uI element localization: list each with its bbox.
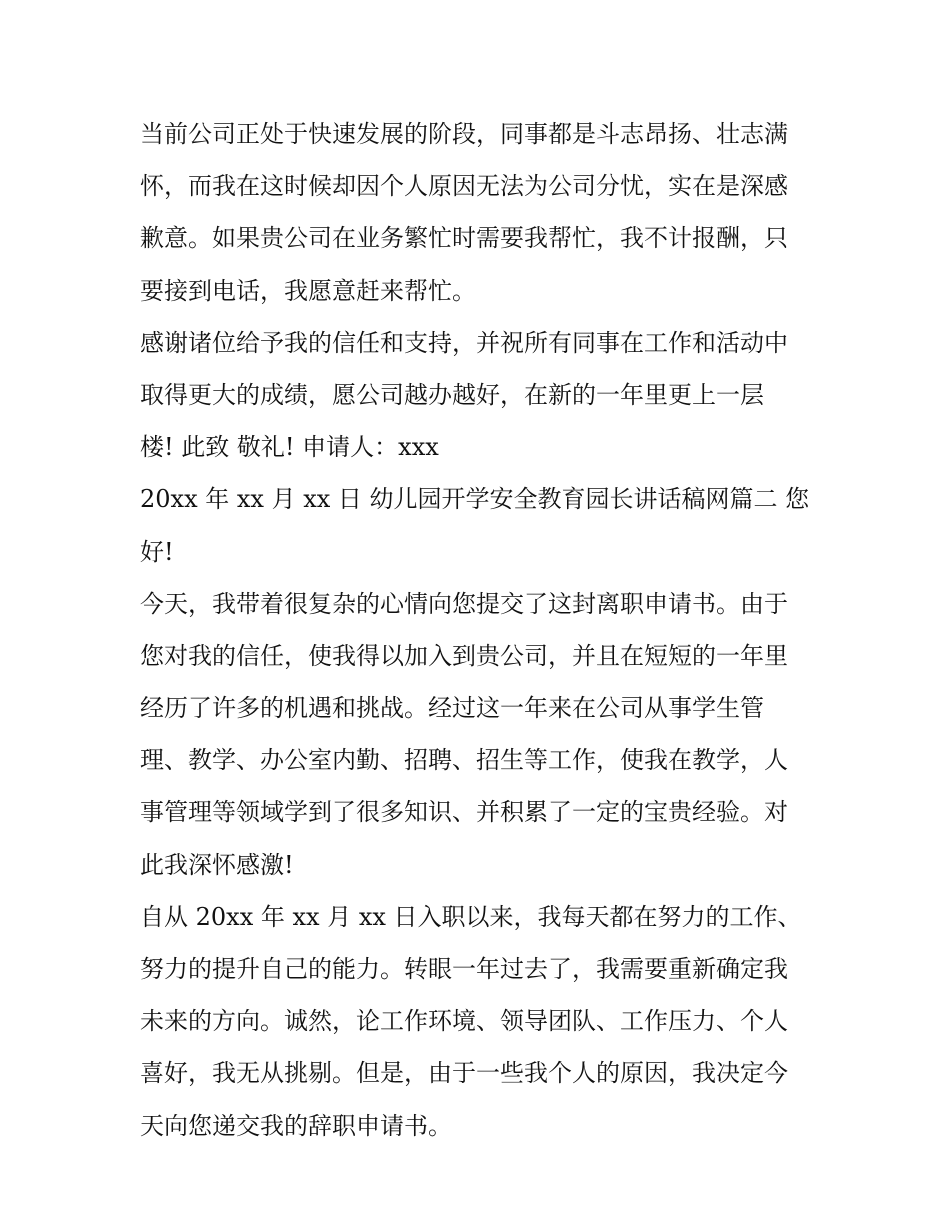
text-line: 天向您递交我的辞职申请书。 — [140, 1111, 452, 1140]
text-line: 感谢诸位给予我的信任和支持，并祝所有同事在工作和活动中 — [140, 328, 788, 357]
document-body — [140, 108, 820, 1152]
text-line: 事管理等领域学到了很多知识、并积累了一定的宝贵经验。对 — [140, 798, 788, 827]
text-line: 理、教学、办公室内勤、招聘、招生等工作，使我在教学，人 — [140, 746, 788, 775]
text-line: 怀，而我在这时候却因个人原因无法为公司分忧，实在是深感 — [140, 172, 788, 201]
text-line: 今天，我带着很复杂的心情向您提交了这封离职申请书。由于 — [140, 589, 788, 618]
text-line: 经历了许多的机遇和挑战。经过这一年来在公司从事学生管 — [140, 694, 764, 723]
text-line: 20xx 年 xx 月 xx 日 幼儿园开学安全教育园长讲话稿网篇二 您 — [140, 485, 810, 514]
text-line: 当前公司正处于快速发展的阶段，同事都是斗志昂扬、壮志满 — [140, 120, 788, 148]
text-line: 楼! 此致 敬礼! 申请人：xxx — [140, 433, 439, 462]
text-line: 喜好，我无从挑剔。但是，由于一些我个人的原因，我决定今 — [140, 1059, 788, 1088]
text-line: 未来的方向。诚然，论工作环境、领导团队、工作压力、个人 — [140, 1007, 788, 1036]
text-line: 歉意。如果贵公司在业务繁忙时需要我帮忙，我不计报酬，只 — [140, 224, 788, 253]
text-line: 此我深怀感激! — [140, 850, 294, 879]
text-line: 努力的提升自己的能力。转眼一年过去了，我需要重新确定我 — [140, 955, 788, 983]
text-line: 要接到电话，我愿意赶来帮忙。 — [140, 276, 476, 305]
text-line: 取得更大的成绩，愿公司越办越好，在新的一年里更上一层 — [140, 380, 764, 409]
text-line: 好! — [140, 537, 174, 566]
text-line: 您对我的信任，使我得以加入到贵公司，并且在短短的一年里 — [140, 641, 788, 670]
text-line: 自从 20xx 年 xx 月 xx 日入职以来，我每天都在努力的工作、 — [140, 902, 802, 931]
